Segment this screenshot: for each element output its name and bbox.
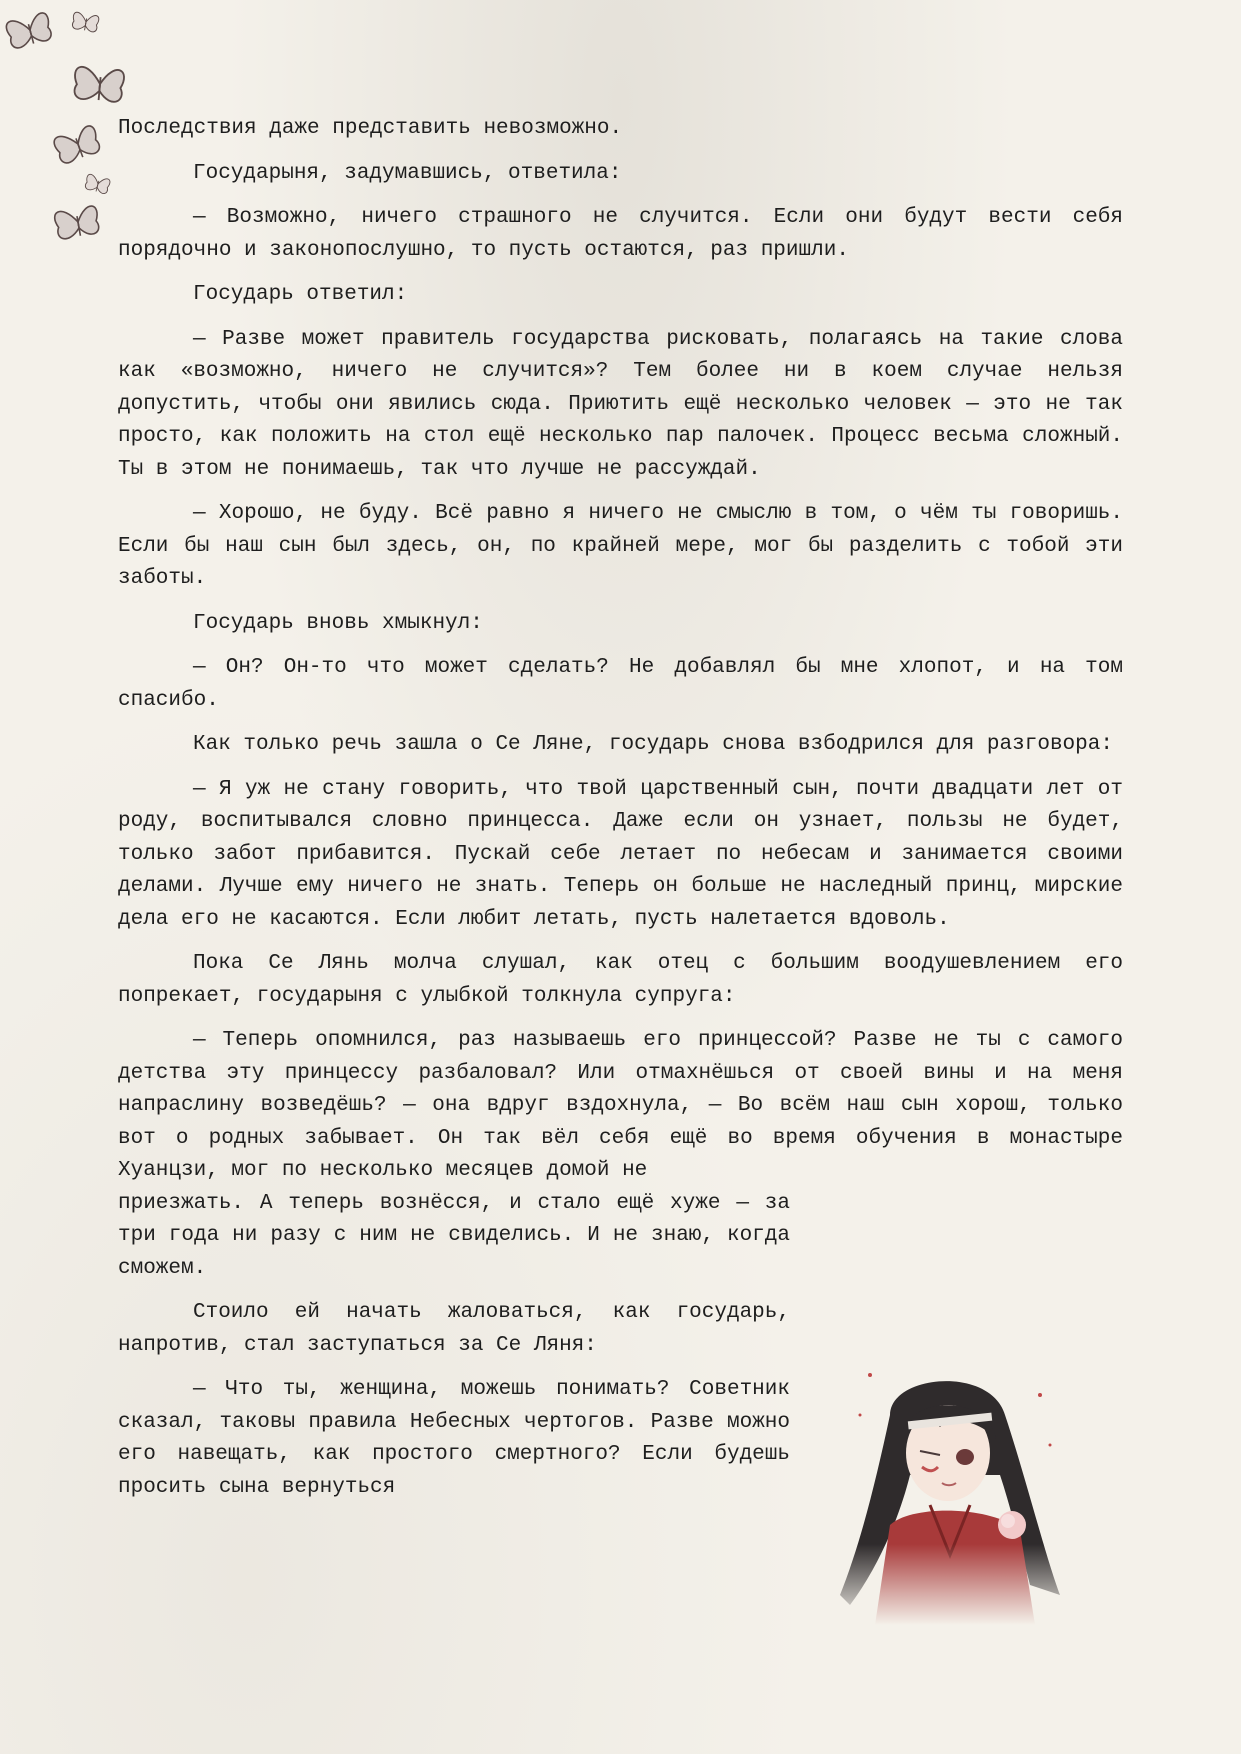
paragraph: Государыня, задумавшись, ответила: (193, 161, 622, 185)
paragraph: Государь вновь хмыкнул: (193, 611, 483, 635)
paragraph: — Я уж не стану говорить, что твой царственный сын, почти двадцати лет от роду, воспитывался словно принцесса. Даже если он узнает, пользы не будет, только забот прибавится. Пускай себе летает по небесам и занимается своими делами. Лучше ему ничего не знать. Теперь он больше не наследный принц, мирские дела его не касаются. Если любит летать, пусть налетается вдоволь. (118, 777, 1123, 931)
paragraph: — Разве может правитель государства рисковать, полагаясь на такие слова как «возможно, ничего не случится»? Тем более ни в коем случае нельзя допустить, чтобы они явились сюда. Приютить ещё несколько человек — это не так просто, как положить на стол ещё несколько пар палочек. Процесс весьма сложный. Ты в этом не понимаешь, так что лучше не рассуждай. (118, 327, 1123, 481)
paragraph: Как только речь зашла о Се Ляне, государь снова взбодрился для разговора: (193, 733, 1113, 756)
paragraph: — Теперь опомнился, раз называешь его принцессой? Разве не ты с самого детства эту принцессу разбаловал? Или отмахнёшься от своей вины и на меня напраслину возведёшь? — она вдруг вздохнула, — Во всём наш сын хорош, только вот о родных забывает. Он так вёл себя ещё во время обучения в монастыре Хуанцзи, мог по несколько месяцев домой не (118, 1029, 1123, 1182)
butterfly-icon (5, 12, 53, 50)
butterfly-icon (54, 205, 101, 240)
paragraph: — Возможно, ничего страшного не случится. Если они будут вести себя порядочно и законопослушно, то пусть остаются, раз пришли. (118, 206, 1123, 262)
paragraph: Последствия даже представить невозможно. (118, 117, 623, 140)
butterfly-icon (84, 174, 111, 195)
paragraph: — Он? Он-то что может сделать? Не добавлял бы мне хлопот, и на том спасибо. (118, 656, 1123, 712)
paragraph: Стоило ей начать жаловаться, как государь, напротив, стал заступаться за Се Ляня: (118, 1301, 790, 1357)
paragraph: Государь ответил: (193, 283, 408, 306)
paragraph: — Хорошо, не буду. Всё равно я ничего не смыслю в том, о чём ты говоришь. Если бы наш сын был здесь, он, по крайней мере, мог бы разделить с тобой эти заботы. (118, 502, 1123, 590)
paragraph: приезжать. А теперь вознёсся, и стало ещё хуже — за три года ни разу с ним не свиделись. И не знаю, когда сможем. (118, 1191, 790, 1280)
butterfly-decoration (0, 0, 130, 260)
butterfly-icon (71, 12, 99, 33)
butterfly-icon (52, 124, 102, 165)
book-page-text (118, 113, 1123, 1516)
butterfly-icon (73, 66, 125, 102)
paragraph: — Что ты, женщина, можешь понимать? Советник сказал, таковы правила Небесных чертогов. Разве можно его навещать, как простого смертного? Если будешь просить сына вернуться (118, 1378, 790, 1499)
character-illustration (830, 1355, 1070, 1625)
paragraph: Пока Се Лянь молча слушал, как отец с большим воодушевлением его попрекает, государыня с улыбкой толкнула супруга: (118, 952, 1123, 1008)
